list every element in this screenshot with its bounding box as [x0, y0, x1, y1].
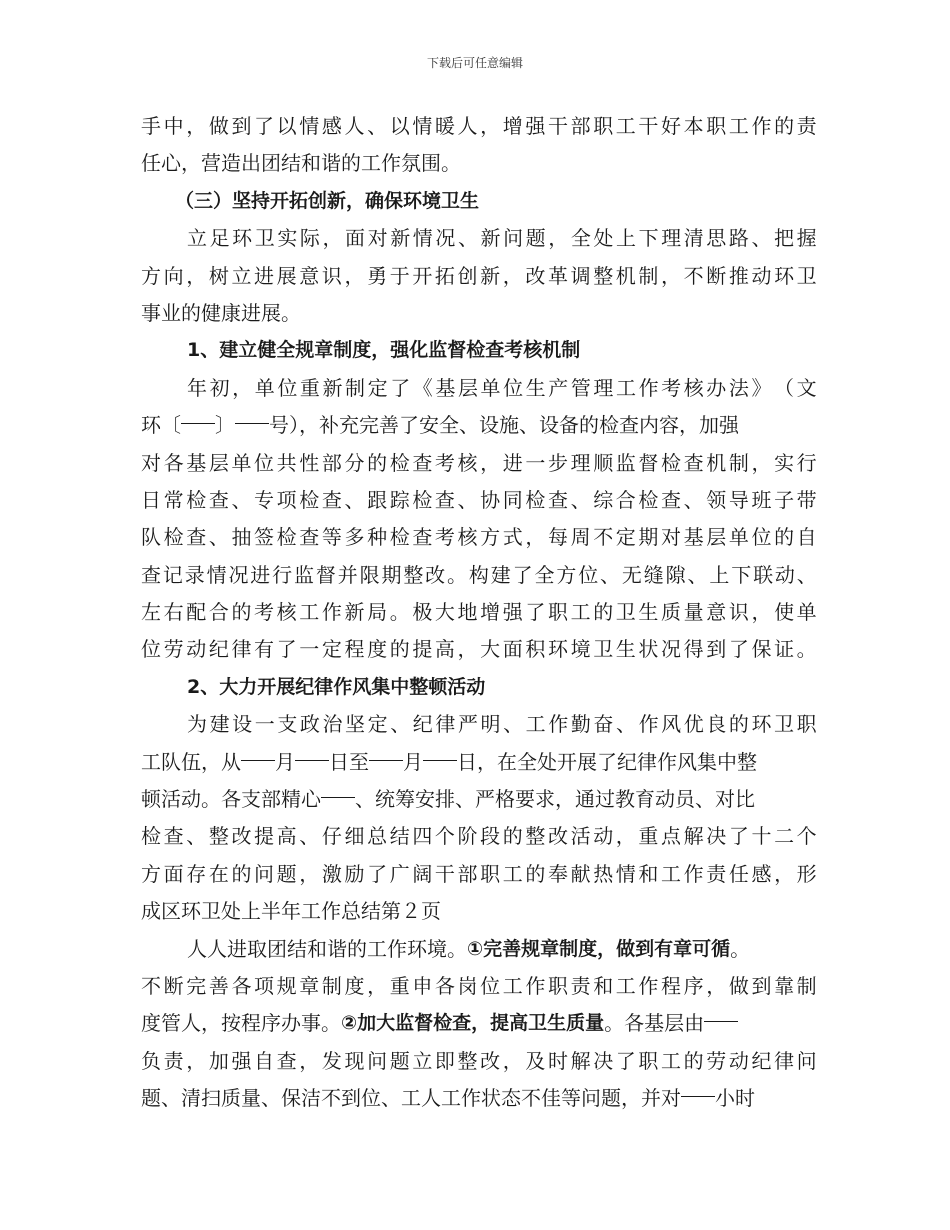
text-line	[141, 781, 817, 818]
text-segment: 环〔	[141, 413, 181, 438]
text-line: 检 查 、 整 改 提 高 、 仔 细 总 结 四 个 阶 段 的 整 改 活 动 ， 重 点 解 决 了 十 二 个	[141, 824, 817, 849]
text-line: 任心，营造出团结和谐的工作氛围。	[141, 151, 461, 176]
text-line: 年 初 ， 单 位 重 新 制 定 了 《 基 层 单 位 生 产 管 理 工 作 考 核 办 法 》 （ 文	[187, 375, 817, 400]
text-segment: 。各基层由	[604, 1011, 705, 1036]
text-line: 为 建 设 一 支 政 治 坚 定 、 纪 律 严 明 、 工 作 勤 奋 、 作 风 优 良 的 环 卫 职	[187, 712, 817, 737]
text-line: 对 各 基 层 单 位 共 性 部 分 的 检 查 考 核 ， 进 一 步 理 顺 监 督 检 查 机 制 ， 实 行	[141, 450, 817, 475]
fill-blank	[321, 777, 355, 798]
fill-blank	[181, 403, 215, 424]
text-segment: 月	[275, 749, 295, 774]
text-line	[141, 744, 817, 781]
subsection-heading: 1、建立健全规章制度，强化监督检查考核机制	[187, 339, 581, 362]
fill-blank	[295, 740, 329, 761]
text-line: 方 面 存 在 的 问 题 ， 激 励 了 广 阔 干 部 职 工 的 奉 献 热 情 和 工 作 责 任 感 ， 形	[141, 861, 817, 886]
text-line: 位 劳 动 纪 律 有 了 一 定 程 度 的 提 高 ， 大 面 积 环 境 卫 生 状 况 得 到 了 保 证 。	[141, 637, 817, 662]
text-segment: 顿活动。各支部精心	[141, 787, 321, 812]
text-segment: 、统筹安排、严格要求，通过教育动员、对比	[355, 787, 755, 812]
fill-blank	[681, 1076, 715, 1097]
text-segment: 〕	[215, 413, 235, 438]
text-segment: 月	[403, 749, 423, 774]
page-header: 下载后可任意编辑	[426, 56, 523, 70]
text-segment: 日，在全处开展了纪律作风集中整	[457, 749, 757, 774]
text-line: 日 常 检 查 、 专 项 检 查 、 跟 踪 检 查 、 协 同 检 查 、 综 合 检 查 、 领 导 班 子 带	[141, 487, 817, 512]
subsection-heading: 2、大力开展纪律作风集中整顿活动	[187, 675, 486, 698]
fill-blank	[235, 403, 269, 424]
emphasis-text: ②加大监督检查，提高卫生质量	[341, 1012, 605, 1035]
section-heading: （三）坚持开拓创新，确保环境卫生	[175, 189, 480, 212]
fill-blank	[704, 1001, 738, 1022]
document-body	[141, 108, 817, 1118]
text-line	[141, 1080, 817, 1117]
text-line: 左 右 配 合 的 考 核 工 作 新 局 。 极 大 地 增 强 了 职 工 的 卫 生 质 量 意 识 ， 使 单	[141, 600, 817, 625]
text-segment: 题、清扫质量、保洁不到位、工人工作状态不佳等问题，并对	[141, 1086, 681, 1111]
text-segment: 号），补充完善了安全、设施、设备的检查内容，加强	[269, 413, 739, 438]
text-line: 负 责 ， 加 强 自 查 ， 发 现 问 题 立 即 整 改 ， 及 时 解 决 了 职 工 的 劳 动 纪 律 问	[141, 1048, 817, 1073]
text-line: 手 中 ， 做 到 了 以 情 感 人 、 以 情 暖 人 ， 增 强 干 部 职 工 干 好 本 职 工 作 的 责	[141, 114, 817, 138]
text-line: 不 断 完 善 各 项 规 章 制 度 ， 重 申 各 岗 位 工 作 职 责 和 工 作 程 序 ， 做 到 靠 制	[141, 973, 817, 998]
fill-blank	[241, 740, 275, 761]
text-segment: 日至	[329, 749, 369, 774]
text-segment: 。	[730, 936, 751, 961]
text-line: 方 向 ， 树 立 进 展 意 识 ， 勇 于 开 拓 创 新 ， 改 革 调 整 机 制 ， 不 断 推 动 环 卫	[141, 263, 817, 288]
text-line: 事业的健康进展。	[141, 300, 301, 325]
text-line: 成区环卫处上半年工作总结第２页	[141, 899, 441, 924]
text-line	[141, 1005, 817, 1042]
fill-blank	[369, 740, 403, 761]
text-segment: 人人进取团结和谐的工作环境。	[187, 936, 467, 961]
text-line: 立 足 环 卫 实 际 ， 面 对 新 情 况 、 新 问 题 ， 全 处 上 下 理 清 思 路 、 把 握	[187, 226, 817, 251]
text-line	[141, 931, 817, 968]
text-segment: 工队伍，从	[141, 749, 241, 774]
text-segment: 小时	[715, 1086, 755, 1111]
text-segment: 度管人，按程序办事。	[141, 1011, 341, 1036]
text-line	[141, 407, 817, 444]
fill-blank	[423, 740, 457, 761]
text-line: 队 检 查 、 抽 签 检 查 等 多 种 检 查 考 核 方 式 ， 每 周 不 定 期 对 基 层 单 位 的 自	[141, 525, 817, 550]
text-line: 查 记 录 情 况 进 行 监 督 并 限 期 整 改 。 构 建 了 全 方 位 、 无 缝 隙 、 上 下 联 动 、	[141, 562, 817, 587]
emphasis-text: ①完善规章制度，做到有章可循	[467, 937, 731, 960]
